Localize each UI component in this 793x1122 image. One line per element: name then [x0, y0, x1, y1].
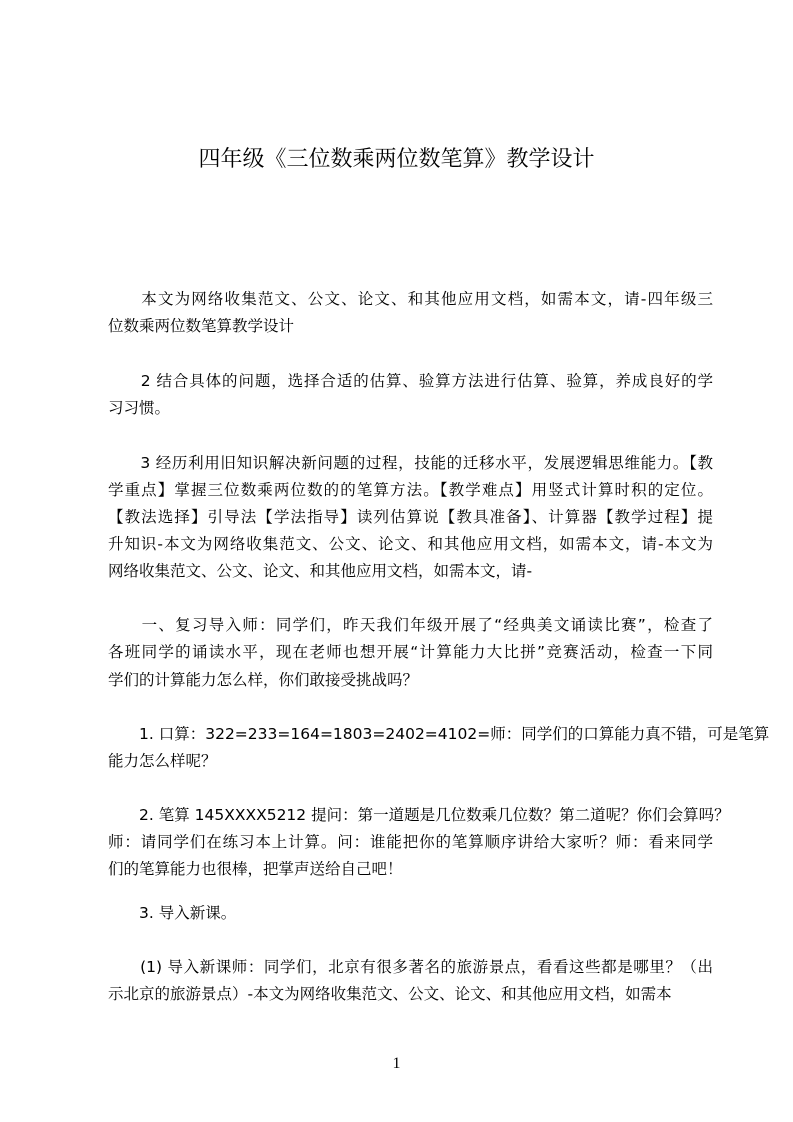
paragraph-line: 学们的计算能力怎么样，你们敢接受挑战吗？ — [108, 671, 419, 689]
paragraph-line: (1) 导入新课师：同学们，北京有很多著名的旅游景点，看看这些都是哪里？（出 — [108, 958, 713, 976]
paragraph-line: 一、复习导入师：同学们，昨天我们年级开展了“经典美文诵读比赛”，检查了 — [108, 616, 713, 634]
paragraph-line: 各班同学的诵读水平，现在老师也想开展“计算能力大比拼”竞赛活动，检查一下同 — [108, 643, 713, 661]
paragraph-line: 升知识-本文为网络收集范文、公文、论文、和其他应用文档，如需本文，请-本文为 — [108, 535, 713, 553]
paragraph-line: 们的笔算能力也很棒，把掌声送给自己吧！ — [108, 860, 403, 878]
paragraph-line: 2 结合具体的问题，选择合适的估算、验算方法进行估算、验算，养成良好的学 — [108, 372, 713, 390]
paragraph-line: 学重点】掌握三位数乘两位数的的笔算方法。【教学难点】用竖式计算时积的定位。 — [108, 481, 713, 499]
paragraph-line: 师：请同学们在练习本上计算。问：谁能把你的笔算顺序讲给大家听？师：看来同学 — [108, 833, 713, 851]
document-title: 四年级《三位数乘两位数笔算》教学设计 — [198, 147, 595, 172]
paragraph-line: 示北京的旅游景点）-本文为网络收集范文、公文、论文、和其他应用文档，如需本 — [108, 985, 672, 1003]
paragraph-line: 2. 笔算 145XXXX5212 提问：第一道题是几位数乘几位数？第二道呢？你们会算吗？ — [108, 806, 730, 824]
paragraph-line: 习习惯。 — [108, 399, 171, 417]
paragraph-line: 3. 导入新课。 — [108, 904, 237, 922]
paragraph-line: 1. 口算：322=233=164=1803=2402=4102=师：同学们的口算能力真不错，可是笔算 — [108, 725, 770, 743]
paragraph-line: 能力怎么样呢？ — [108, 752, 217, 770]
page-number: 1 — [392, 1055, 401, 1072]
paragraph-line: 3 经历利用旧知识解决新问题的过程，技能的迁移水平，发展逻辑思维能力。【教 — [108, 454, 713, 472]
paragraph-line: 本文为网络收集范文、公文、论文、和其他应用文档，如需本文，请-四年级三 — [108, 290, 713, 308]
paragraph-line: 位数乘两位数笔算教学设计 — [108, 317, 295, 335]
paragraph-line: 网络收集范文、公文、论文、和其他应用文档，如需本文，请- — [108, 562, 533, 580]
paragraph-line: 【教法选择】引导法【学法指导】读列估算说【教具准备】、计算器【教学过程】提 — [108, 508, 713, 526]
